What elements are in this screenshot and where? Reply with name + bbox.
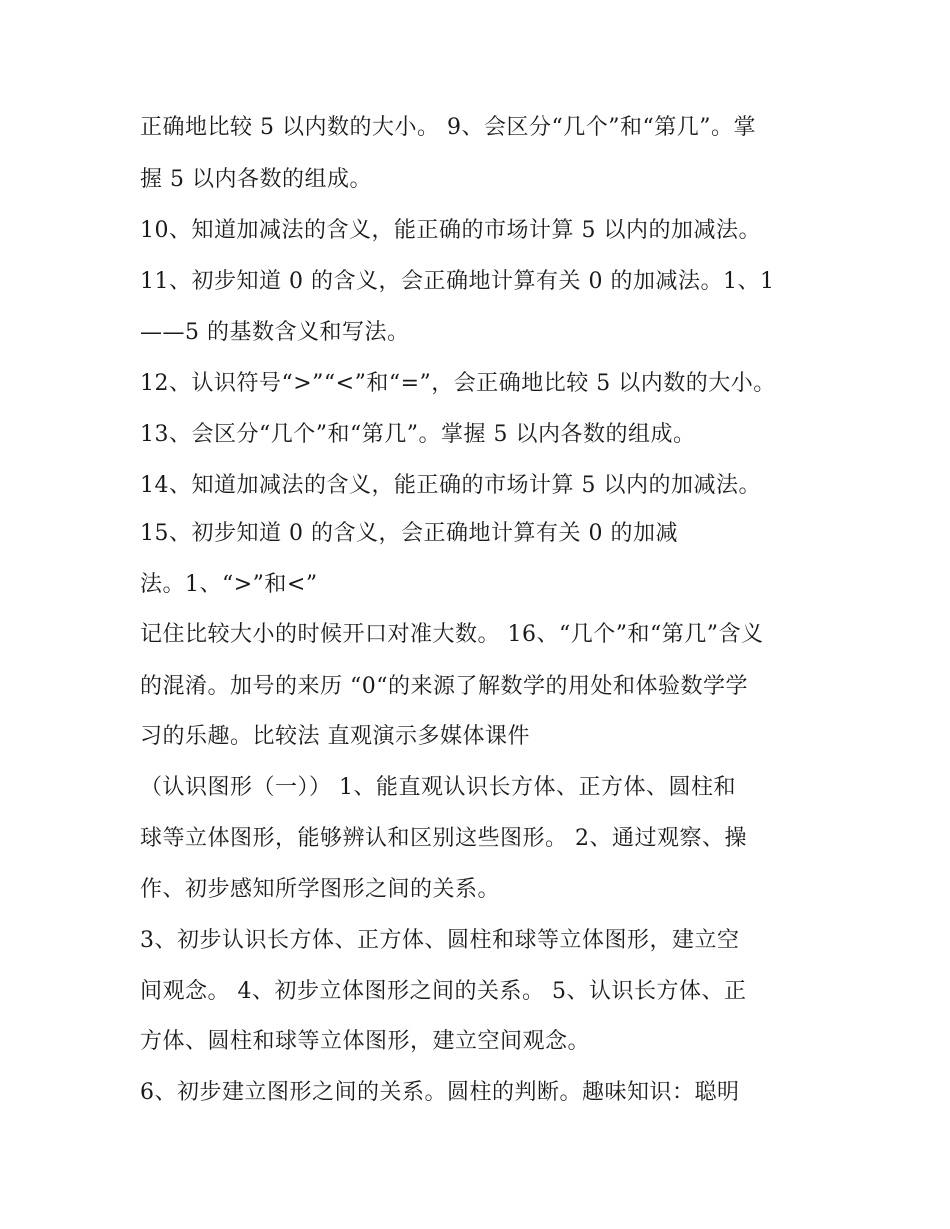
text-line: 正确地比较 5 以内数的大小。 9、会区分“几个”和“第几”。掌	[140, 115, 756, 140]
text-line: 记住比较大小的时候开口对准大数。 16、“几个”和“第几”含义	[140, 622, 764, 647]
text-line: 的混淆。加号的来历 “0“的来源了解数学的用处和体验数学学	[140, 674, 748, 699]
text-line: 作、初步感知所学图形之间的关系。	[140, 877, 501, 902]
text-line: 14、知道加减法的含义，能正确的市场计算 5 以内的加减法。	[140, 473, 761, 498]
text-line: 球等立体图形，能够辨认和区别这些图形。 2、通过观察、操	[140, 826, 747, 851]
text-line: 方体、圆柱和球等立体图形，建立空间观念。	[140, 1029, 591, 1054]
text-line: 握 5 以内各数的组成。	[140, 167, 372, 192]
text-line: 习的乐趣。比较法 直观演示多媒体课件	[140, 724, 530, 749]
text-line: 13、会区分“几个”和“第几”。掌握 5 以内各数的组成。	[140, 422, 696, 447]
text-line: ——5 的基数含义和写法。	[140, 320, 410, 345]
text-line: 15、初步知道 0 的含义，会正确地计算有关 0 的加减	[140, 521, 678, 546]
text-line: 6、初步建立图形之间的关系。圆柱的判断。趣味知识：聪明	[140, 1080, 740, 1105]
text-line: 法。1、“>”和<”	[140, 572, 318, 597]
text-line: （认识图形（一）） 1、能直观认识长方体、正方体、圆柱和	[140, 775, 736, 800]
text-line: 11、初步知道 0 的含义，会正确地计算有关 0 的加减法。1、1	[140, 269, 775, 294]
text-line: 10、知道加减法的含义，能正确的市场计算 5 以内的加减法。	[140, 218, 761, 243]
text-line: 12、认识符号“>”“<”和“=”，会正确地比较 5 以内数的大小。	[140, 371, 776, 396]
text-line: 3、初步认识长方体、正方体、圆柱和球等立体图形，建立空	[140, 928, 740, 953]
text-line: 间观念。 4、初步立体图形之间的关系。 5、认识长方体、正	[140, 979, 747, 1004]
